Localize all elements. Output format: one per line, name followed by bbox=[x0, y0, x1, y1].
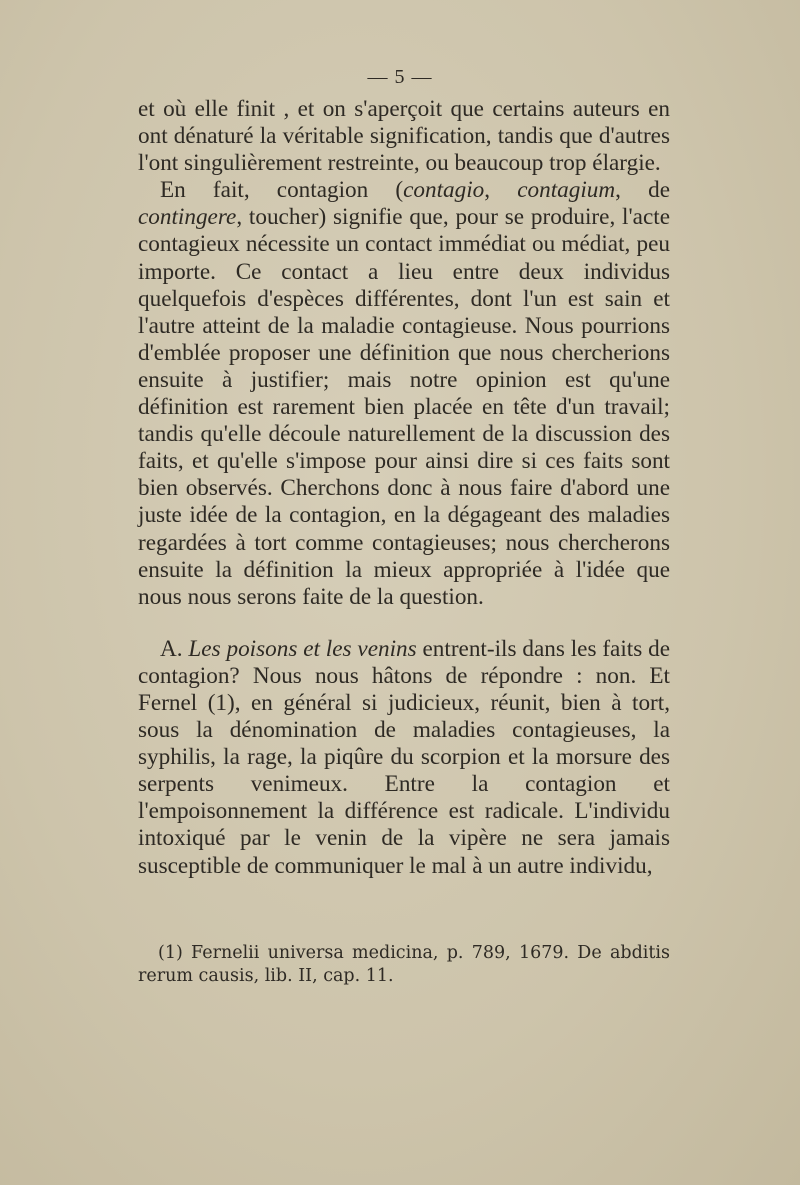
body-text bbox=[138, 96, 670, 880]
italic-term-contagio: contagio bbox=[403, 177, 485, 204]
paragraph-1-text: et où elle finit , et on s'aperçoit que certains auteurs en ont dénaturé la véritable signification, tandis que d'autres l'ont singulièrement restreinte, ou beaucoup trop élargie. bbox=[138, 96, 670, 177]
text-run: , toucher) signifie que, pour se produire, l'acte contagieux nécessite un contact immédiat ou médiat, peu importe. Ce contact a lieu entre deux individus quelquefois d'espèces différentes, dont l'un est sain et l'autre atteint de la maladie contagieuse. Nous pourrions d'emblée proposer une définition que nous chercherions ensuite à justifier; mais notre opinion est qu'une définition est rarement bien placée en tête d'un travail; tandis qu'elle découle naturellement de la discussion des faits, et qu'elle s'impose pour ainsi dire si ces faits sont bien observés. Cherchons donc à nous faire d'abord une juste idée de la contagion, en la dégageant des maladies regardées à tort comme contagieuses; nous chercherons ensuite la définition la mieux appropriée à l'idée que nous nous serons faite de la question. bbox=[138, 204, 670, 610]
page-number: — 5 — bbox=[367, 66, 433, 88]
footnote-text: (1) Fernelii universa medicina, p. 789, 1679. De abditis rerum causis, lib. bbox=[138, 943, 670, 986]
footnote-text-end: , cap. 11. bbox=[312, 966, 394, 986]
italic-section-title: Les poisons et les venins bbox=[188, 635, 417, 662]
footnote-roman-numeral: II bbox=[298, 966, 313, 986]
text-run: , bbox=[484, 177, 518, 204]
text-run: entrent-ils dans les faits de contagion? Nous nous hâtons de répondre : non. Et Fernel (1), en général si judicieux, réunit, bien à tort, sous la dénomination de maladies contagieuses, la syphilis, la rage, la piqûre du scorpion et la morsure des serpents venimeux. Entre la contagion et l'empoisonnement la différence est radicale. L'individu intoxiqué par le venin de la vipère ne sera jamais susceptible de communiquer le mal à un autre individu, bbox=[138, 635, 670, 879]
text-run: , de bbox=[615, 177, 670, 204]
paragraph-3 bbox=[138, 636, 670, 880]
text-run: En fait, contagion ( bbox=[160, 177, 404, 204]
paragraph-1 bbox=[138, 96, 670, 177]
italic-term-contagium: contagium bbox=[517, 177, 616, 204]
section-letter: A. bbox=[160, 635, 189, 662]
footnote bbox=[138, 942, 670, 988]
footnote-1 bbox=[138, 942, 670, 988]
paragraph-2 bbox=[138, 177, 670, 611]
italic-term-contingere: contingere bbox=[138, 204, 237, 231]
